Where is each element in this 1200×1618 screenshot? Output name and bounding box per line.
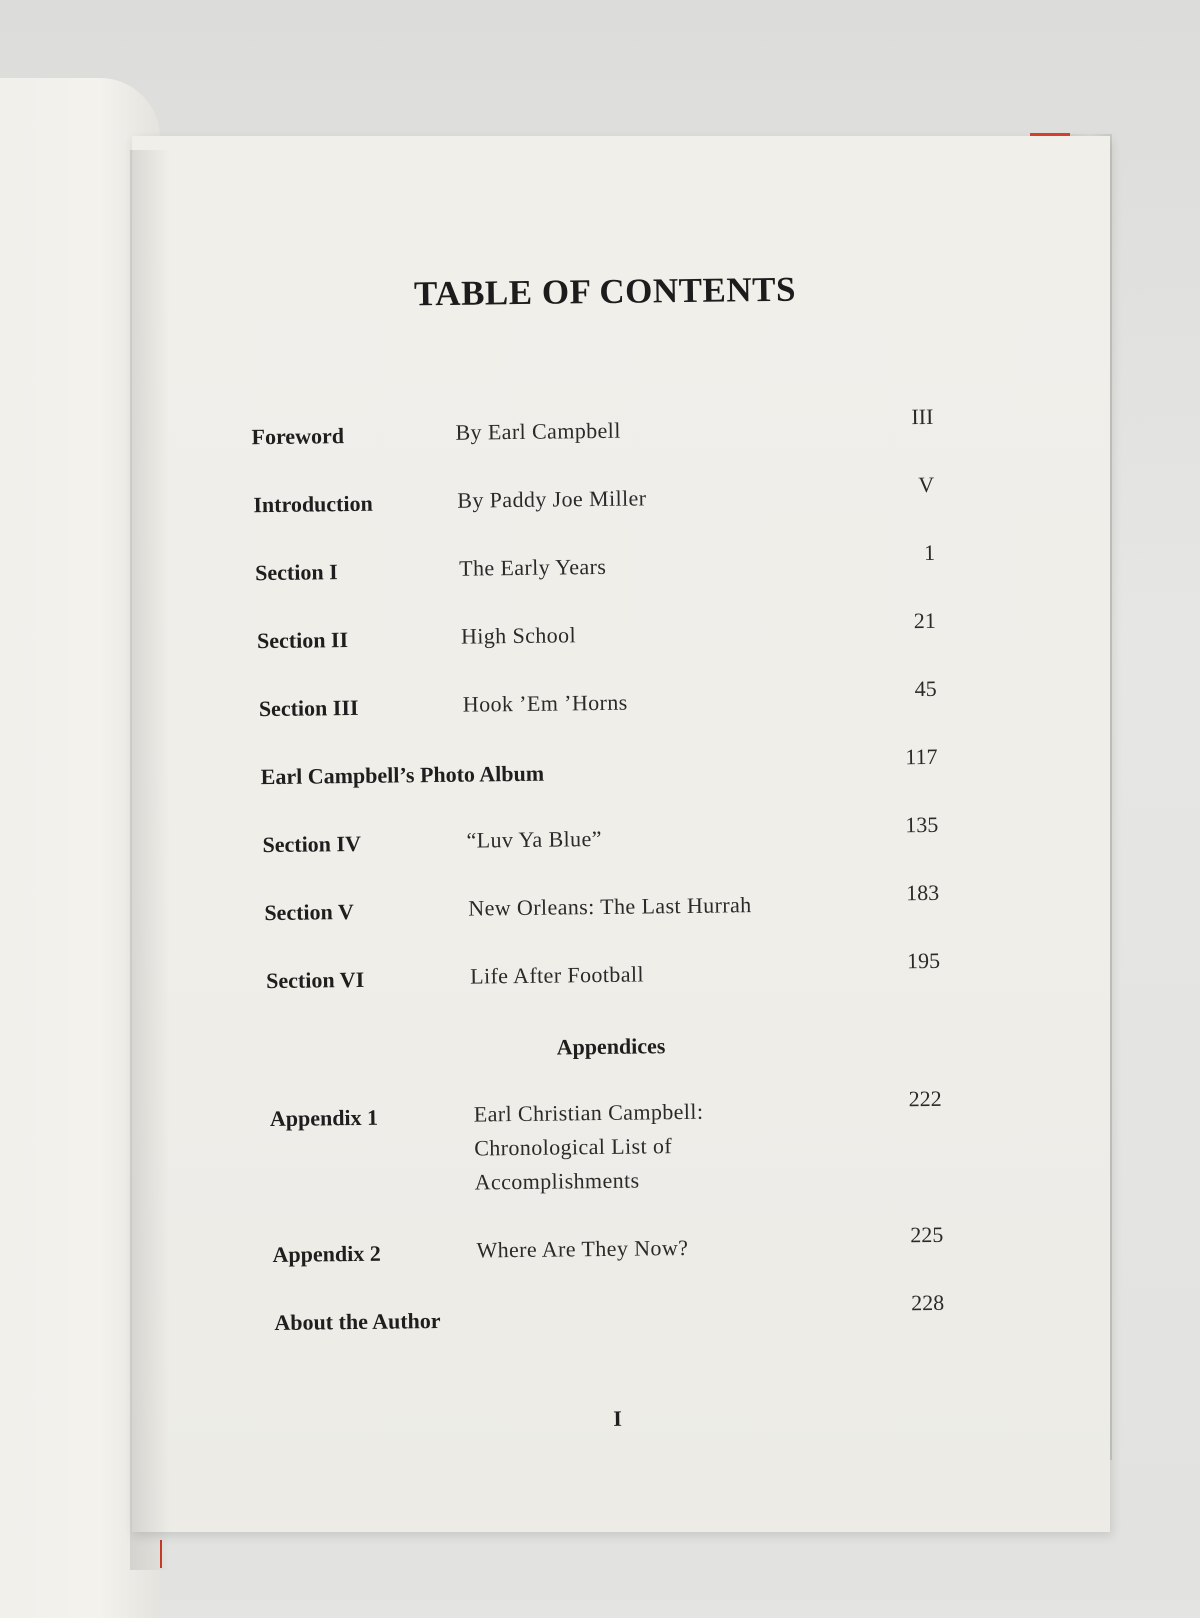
toc-description-line: Accomplishments [474, 1167, 640, 1195]
toc-label: Section IV [262, 830, 362, 858]
toc-page-number: 135 [905, 811, 939, 838]
toc-row-section-4 [0, 811, 1200, 876]
toc-description [474, 1095, 705, 1200]
toc-row-about-author [6, 1289, 1200, 1354]
toc-description: Where Are They Now? [476, 1234, 689, 1263]
toc-label: Section V [264, 899, 354, 926]
page-title: TABLE OF CONTENTS [413, 269, 797, 314]
appendices-heading: Appendices [556, 1033, 666, 1060]
toc-row-photo-album [0, 743, 1200, 808]
toc-label: Introduction [253, 490, 373, 518]
toc-label: Section II [256, 627, 349, 654]
toc-label: Section VI [266, 966, 365, 994]
toc-description: By Paddy Joe Miller [457, 485, 647, 513]
toc-label: Section III [258, 694, 359, 722]
toc-row-section-6 [2, 947, 1200, 1012]
toc-page-number: III [911, 403, 934, 430]
toc-page-number: 225 [910, 1221, 944, 1248]
toc-row-section-1 [0, 539, 1197, 604]
toc-page-number: 45 [914, 675, 937, 702]
toc-description: Hook ’Em ’Horns [462, 689, 628, 717]
toc-label: Appendix 2 [272, 1240, 381, 1268]
toc-description: By Earl Campbell [455, 417, 621, 445]
toc-label: Earl Campbell’s Photo Album [260, 760, 545, 790]
toc-row-introduction [0, 471, 1197, 536]
toc-row-foreword [0, 403, 1196, 468]
toc-row-section-3 [0, 675, 1199, 740]
toc-page-number: 183 [906, 879, 940, 906]
toc-description-line: Chronological List of [474, 1133, 673, 1161]
toc-description: High School [460, 622, 577, 649]
toc-page-number: 228 [911, 1289, 945, 1316]
toc-page-number: 222 [908, 1085, 942, 1112]
toc-description: “Luv Ya Blue” [466, 825, 602, 853]
toc-description: The Early Years [459, 553, 607, 581]
toc-row-appendix-1 [4, 1085, 1200, 1220]
toc-label: About the Author [274, 1307, 441, 1336]
toc-label: Section I [255, 559, 338, 586]
toc-page-number: 117 [905, 743, 938, 770]
toc-page-number: 21 [913, 607, 936, 634]
toc-page-number: 195 [906, 947, 941, 974]
toc-row-section-5 [1, 879, 1200, 944]
toc-description: New Orleans: The Last Hurrah [468, 892, 752, 921]
page-number: I [613, 1405, 622, 1431]
toc-description-line: Earl Christian Campbell: [473, 1098, 704, 1127]
toc-label: Foreword [251, 423, 345, 450]
toc-row-section-2 [0, 607, 1198, 672]
toc-page-number: 1 [923, 539, 936, 566]
toc-label: Appendix 1 [269, 1104, 379, 1132]
toc-row-appendix-2 [5, 1221, 1200, 1286]
toc-page-number: V [918, 471, 935, 498]
toc-description: Life After Football [469, 961, 645, 989]
